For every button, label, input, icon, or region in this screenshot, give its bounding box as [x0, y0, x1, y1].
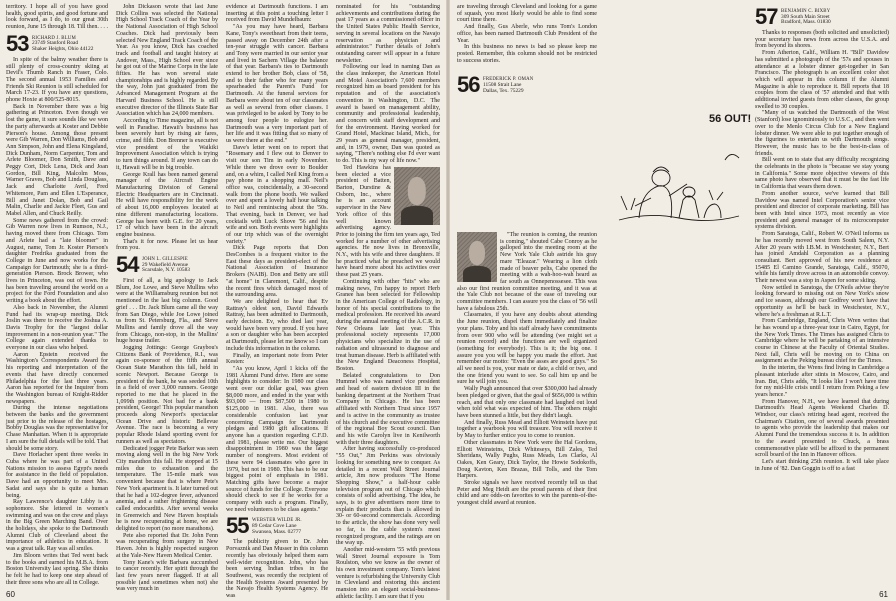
paragraph: "As you may have heard, Barbara Kane, Tony's sweetheart from their teens, passed away on December 24th after a ten-year struggle with cancer. Barbara and Tony were married in our senior year and lived in Sachem Village the balance of that year. Barbara's ties to Dartmouth extend to her brother Bob, class of '58, and to their father who for many years spearheaded the Parent's Fund for Dartmouth. At the funeral services for Barbara were about ten of our classmates as well as several from other classes. I was privileged to be asked by Tony to be among four people to eulogize her. Dartmouth was a very important part of her life and it was fitting that so many of us were there at the end." — [226, 24, 328, 145]
paragraph: After having successfully co-produced "55 Out," Jim Perkins was obviously looking for something new to conquer. As detailed in a recent Wall Street Journal article, Jim now produces "The Home Shopping Show," a half-hour cable television program out of Chicago which consists of solid advertising. The idea, he says, is to give advertisers more time to explain their products than is allowed in 30- or 60-second commercials. According to the article, the show has done very well so far, is the cable system's most recognized program, and the ratings are on the way up. — [336, 446, 440, 547]
paragraph: Jim Bloom writes that Ted went back to the books and earned his M.B.A. from Boston University last spring. She thinks he felt he had to keep one step ahead of their three sons who are all in College. — [6, 552, 108, 586]
page-number: 61 — [879, 590, 888, 599]
paragraph: That's it for now. Please let us hear from you. — [116, 238, 218, 252]
paragraph: Ted Hawkins has been elected a vice president of Batten, Barton, Durstine & Osborn, Inc., where he is an account supervisor in the New York office of this well known advertising agency. Prior to joining the firm ten years ago, Ted worked for a number of other advertising agencies. He now lives in Bronxville, N.Y., with his wife and three daughters. If he practiced what he preached we would have heard more about his activities over these past 25 years. — [336, 164, 440, 279]
paragraph: From Atherton, Calif., William H. "Bill" Davidow has submitted a photograph of the '57s and spouses in attendance at a lobster dinner get-together in San Francisco. The photograph is an excellent color shot which will appear in this column if the Alumni Magazine is able to reproduce it. Bill reports that 18 couples from the class of '57 attended and that with additional invited guests from other classes, the group swelled to 30 couples. — [755, 50, 889, 110]
paragraph: Dave's letter went on to report that "Rosemary and I flew out to Denver to visit our son Tim in early November. While there we drove over to Boulder and, on a whim, I called Neil King from a pay phone in a shopping mall. Neil's office was, coincidentally, a 30-second walk from the phone booth. We walked over and spent a lovely half hour talking to Neil and reminiscing about the '50s. That evening, back in Denver, we had cocktails with Luck Shove '56 and his wife and son. Both events were highlights of our trip which was of the overnight variety." — [226, 144, 328, 245]
paragraph: We are delighted to hear that Ev Rattray's oldest son, David Edwards Rattray, has been admitted to Dartmouth, early decision. Ev, who died last year, would have been very proud. If you have a son or daughter who has been accepted at Dartmouth, please let me know so I can include this information in the column. — [226, 298, 328, 352]
paragraph: First of all, a big apology to Jack Blum, Joe Lowe, and Steve Mullins who were at the Williamsburg reunion but not mentioned in the last big column. Good grief . . . Dr. Jack Blum came all the way from San Diego, while Joe Lowe joined us from St. Petersburg, Fla., and Steve Mullins and family drove all the way from Chicago, non-stop, in the Mullins' huge house trailer. — [116, 278, 218, 345]
class-correspondent: FREDERICK P. OMAN 11508 Strait Lane Dallas, Tex. 75229 — [483, 77, 534, 94]
paragraph: nominated for his "outstanding achievements and contributions during the past 17 years as a commissioned officer in the United States Public Health Service, serving in several locations on the Navajo reservation as physician and administrator." Further details of John's outstanding career will appear in a future newsletter. — [336, 4, 440, 64]
cartoon-illustration — [609, 100, 752, 232]
paragraph: From Saratoga, Calif., Robert W. O'Neil informs us he has recently moved west from South Salem, N.Y. After 20 years with I.B.M. in Westchester, N.Y., Bert has joined Amdahl Corporation as a planning consultant. Bert approved of his new residence at 15485 El Camino Grande, Saratoga, Calif., 95070, while his family drove across in an automobile convoy. Their newest was a stop in Aspen for some skiing. — [755, 231, 889, 285]
paragraph: evidence at Dartmouth functions. I am inserting at this point a touching letter I received from David Mundelbaum: — [226, 4, 328, 24]
cartoon-drawing — [609, 100, 752, 232]
paragraph: Following our lead in naming Dan as the class innkeeper, the American Hotel and Motel Association's 7,600 members recognized him as board president for his reputation and of the association's convention in Washington, D.C. The award is based on management ability, community and professional leadership, and concern with staff development and for the environment. Having worked for Grand Hotel, Mackinac Island, Mich., for 29 years as general manager, president, and, in 1979, owner, Dan was quoted as saying, "There's nothing else I'd ever want to do. This is my way of life now." — [336, 64, 440, 165]
class-number: 53 — [6, 30, 29, 56]
paragraph: John Dickason wrote that last June Dick Collins was selected the National High School Track Coach of the Year by the National Association of High School Coaches. Dick had previously been selected New England Track Coach of the Year. As you know, Dick has coached track and football and taught history at Andover, Mass., High School ever since he got out of the Marine Corps in the late fifties. He has won several state championships and is highly regarded. By the way, John just graduated from the Advanced Management Program at the Harvard Business School. He is still executive director of the Illinois State Bar Association which has 24,000 members. — [116, 4, 218, 118]
column-2 — [116, 4, 218, 593]
paragraph: Bill went on to state that any difficulty recognizing the celebrants in the photo is "because we stay young in California." Some more objective viewers of this same photo have observed that it must be the fast life in California that wears them down. — [755, 157, 889, 191]
page-number: 60 — [6, 590, 15, 599]
class-heading-56 — [457, 72, 597, 98]
paragraph: Stroke signals we have received recently tell us that Peter and Meg Heidt are the proud parents of their first child and are odds-on favorites to win the parents-of-the-youngest child award at reunion. — [457, 480, 597, 507]
paragraph: And finally, Gus Aberle, who runs Tom's London office, has been named Dartmouth Club President of the Year. — [457, 24, 597, 44]
paragraph: From another source, we've learned that Bill Davidow was named Intel Corporation's senior vice president and director of corporate marketing. Bill has been with Intel since 1973, most recently as vice president and general manager of its microcomputer systems division. — [755, 190, 889, 231]
right-page — [449, 0, 896, 600]
class-number: 55 — [226, 513, 249, 539]
cartoon-caption: 56 OUT! — [709, 113, 752, 125]
paragraph: Belated congratulations to Don Hummel who was named vice president and head of eastern division III in the banking department at the Northern Trust Company in Chicago. He has been affiliated with Northern Trust since 1957 and is active in the community as trustee of his church and the executive committee of the regional Boy Scout council. Dan and his wife Carolyn live in Kenilworth with their three daughters. — [336, 372, 440, 446]
column-2-top — [605, 4, 745, 100]
paragraph: Dave Horlacher spent three weeks in Cuba where he was part of a United Nations mission to assess Egypt's needs for assistance in the field of population. Dave had an opportunity to meet Mrs. Sadat and says she is quite a human being. — [6, 452, 108, 499]
paragraph: Wally Pugh announced that over $300,000 had already been pledged or given, that the goal of $656,000 is within reach, and that only one classmate had laughed out loud when told what was expected of him. The others might have been stunned a little, but they didn't laugh. — [457, 386, 597, 419]
column-4 — [336, 4, 440, 600]
class-heading-54 — [116, 252, 218, 278]
paragraph: During the intense negotiations between the banks and the government just prior to the release of the hostages, Bobby Douglas was the representative for Chase Manhattan. When it is appropriate I am sure the full details will be told. That should be some story. — [6, 405, 108, 452]
portrait-photo — [457, 232, 497, 282]
paragraph: "Many of us watched the Dartmouth of the West (Stanford) lose ignominiously to U.S.C., and then went over to the Menlo Circus Club for a New England lobster dinner. We were able to put together enough of the figurines to entertain us with Dartmouth songs. However, the music has to be the best-in-class of friends. — [755, 110, 889, 157]
column-1-bottom — [457, 232, 597, 592]
paragraph: From Hanover, N.H., we have learned that during Dartmouth's Head Agents Weekend Charles D. Windsor, our class's retiring head agent, received the Chairman's Citation, one of several awards presented to agents who provide the leadership that makes our Alumni Fund the tremendous success it is. In addition to the award presented to Chuck, a brass commemorative plate will be affixed to the permanent scroll board of the Inn in Hanover offices. — [755, 398, 889, 459]
class-correspondent: JOHN L. GILLESPIE 29 Wakefield Avenue Scarsdale, N.Y. 10583 — [142, 257, 190, 274]
paragraph: Also back in November, the Alumni Fund had its wrap-up meeting. Dick Joslin was there to receive the Joshua A. Davis Trophy for the "largest dollar improvement in a non-reunion year." The College again extended thanks to everyone in our class who helped. — [6, 304, 108, 352]
class-correspondent: BENJAMIN C. BIXBY 309 South Main Street Bradford, Mass. 01830 — [781, 9, 831, 26]
paragraph: According to Time magazine, all is not well in Paradise. Hawaii's business has been severely hurt by rising air fares, crime, and filth. Don Brenner is executive vice president of the Waikiki Improvement Association which is trying to turn things around. If any town can do it, Hawaii will be in big trouble. — [116, 117, 218, 171]
class-number: 54 — [116, 252, 139, 278]
paragraph: Thanks to responses (both solicited and unsolicited) your secretary has news from across the U.S.A. and from beyond its shores. — [755, 30, 889, 50]
column-1-top — [457, 4, 597, 228]
paragraph: George Krall has been named general manager of the Aircraft Engine Manufacturing Division of General Electric Headquarters are in Cincinnati. He will have responsibility for the work of about 16,000 employees located at nine different manufacturing locations. George has been with G.E. for 20 years, 17 of which have been in the aircraft engine business. — [116, 171, 218, 238]
paragraph: Pete also reported that Dr. John Fenn was recuperating from surgery in New Haven. John is highly respected surgeon at the Yale-New Haven Medical Center. — [116, 532, 218, 559]
paragraph: Finally, an important note from Peter Kesten: — [226, 352, 328, 366]
paragraph: Continuing with other "hits" who are making news, I'm happy to report Herb Granee has been selected for Fellowship in the American College of Radiology, in honor of his special contributions to the medical profession. He received his award during the annual meeting of the A.C.R. in New Orleans late last year. This professional society represents 17,000 physicians who specialize in the use of radiation and ultrasound to diagnose and treat human disease. Herb is affiliated with the New England Deaconess Hospital, Boston. — [336, 278, 440, 372]
paragraph: are traveling through Cleveland and looking for a game of squash, you most likely would be able to find some court time there. — [457, 4, 597, 24]
left-page — [0, 0, 447, 600]
paragraph: The publicity given to Dr. John Porvaznik and Dan Musser in this column recently has obviously helped them earn well-wider recognition. John, who has been serving Indian tribes in the Southwest, was recently the recipient of the Health Systems Award presented by the Navajo Health Systems Agency. He was — [226, 539, 328, 600]
class-number: 56 — [457, 72, 480, 98]
paragraph: Tony Kane's wife Barbara succumbed to cancer recently. Her spirit through the last few years never flagged. If at all possible (and sometimes when not) she was very much in — [116, 559, 218, 593]
paragraph: territory. I hope all of you have good health, good spirits, and good fortune and look forward, as I do, to our great 30th reunion, June 15 through 18. Till then. . . . — [6, 4, 108, 31]
paragraph: Other classmates in New York were the Hal Gordons, Elliott Weinsteins, Dick Whiteseys, Bill Zales, Ted Sheridans, Wally Pughs, Russ Meads, Les Clarks, Al Oakes, Ken Geary, Dick Taylor, the Howie Sodokoffs, Doug Kavton, Ken Brazas, Bill Tolls, and the Tom Harpers. — [457, 439, 597, 480]
paragraph: In spite of the balmy weather there is still plenty of cross-country skiing at Devil's Thumb Ranch in Fraser, Colo. The second annual 1953 Families and Friends Ski Reunion is still scheduled for March 17-23. If you have any questions, phone Hoxie at 800/525-8015. — [6, 56, 108, 104]
paragraph: Back in November there was a big gathering at Princeton. Even though we lost the game, it sure sounds like we won the party afterwards at Koster and Debbie Pierson's house. Among those present were Gib Warren, Don Williams, Bob and Ann Simpson, John and Elena Kingsland, Dick Dunham, Norm Carpenter, Tom and Arlete Bloomer, Don Smith, Dave and Peggy Cort, Dick Lena, Dick and Joan Gordon, Bill King, Malcolm Moss, Warner Graves, Bob and Linda Douglass, Jack and Charlotte Avril, Fred Whitemore, Pam and Ellen L'Esperance, Bill and Janet Dolan, Bob and Gail Malin, Charlie and Jackie Fleet, Gus and Mabel Allen, and Chuck Reilly. — [6, 103, 108, 217]
paragraph: Some news gathered from the crowd: Gib Warren now lives in Rumson, N.J., having moved there from Chicago. Tom and Arlete had a "late bloomer" in August, name, Tom Jr. Koster Pierson's daughter Fredrika graduated from the College in June and now works for the Campaign for Dartmouth; she is a third-generation Pierson. Brock Brower, who lives in Princeton, was out of town. He has been traveling around the world on a project for the Ford Foundation and also writing a book about the effort. — [6, 217, 108, 305]
class-heading-57 — [755, 4, 889, 29]
paragraph: Jogging Jottings: George Graybou's Citizens Bank of Providence, R.I., was again co-sponsor of the fifth annual Ocean State Marathon this fall, held in scenic Newport. Because George is president of the bank, he was seeded 10th in a field of over 3,000 runners. George reported to me that he placed in the 1,099th position. Not bad for a bank president, George! This popular marathon proceeds along Newport's spectacular Ocean Drive and historic Bellevue Avenue. The race is becoming a very popular Rhode Island sporting event for runners as well as spectators. — [116, 345, 218, 445]
paragraph: And finally, Russ Mead and Elliott Weinstein have put together a yearbook you will treasure. You will receive it by May to further entice you to come to reunion. — [457, 419, 597, 440]
paragraph: "As you know, April 1 kicks off the 1981 Alumni Fund drive. Here are some highlights to consider: In 1980 our class went over our dollar goal, was given $8,000 more, and ended in the year with $93,000 — from $87,500 in 1980 to $125,000 in 1981. Also, there was considerable confusion last year concerning Campaign for Dartmouth pledges and 1980 gift allocations. If anyone has a question regarding C.F.D. and 1981, please write me. Our biggest disappointment in 1980 was the large number of nongivers. Most evident of these were 94 classmates who gave in 1979, but not in 1980. This has to be our biggest point of emphasis in 1981. Matching gifts have become a major source of funds for the College. Everyone should check to see if he works for a company with such a program. Finally, we need volunteers to be class agents." — [226, 365, 328, 513]
paragraph: Dick Page reports that Don DesCombes is a frequent visitor to the East these days as president-elect of the National Association of Insurance Brokers (NAIB). Don and Betty are still "at home" in Claremont, Calif., despite the recent fires which damaged most of the surrounding area. — [226, 245, 328, 299]
paragraph: Ray Lawrence's daughter Libby is a sophomore. She lettered in women's swimming and was on the crew and plays in the Big Green Marching Band. Over the holidays, she spoke to the Dartmouth Alumni Club of Cleveland about the importance of athletics in education. It was a great talk. Ray was all smiles. — [6, 499, 108, 553]
class-number: 57 — [755, 4, 778, 29]
paragraph: In this business no news is bad so please keep me posted. Remember, this column should not be restricted to success stories. — [457, 44, 597, 64]
paragraph: Now settled in Saratoga, the O'Neils advise they're looking forward to missing out on New York's snow and ice season, although our Godfrey won't have that opportunity as he'll be back in Westchester, N.Y., where he's a freshman at R.L.T. — [755, 284, 889, 318]
class-correspondent: WEBSTER WILDE JR. 89 Cedar Cove Lane Swansea, Mass. 02777 — [252, 518, 302, 535]
paragraph: Let's start thinking 25th reunion. It will take place in June of '82. Dan Goggin is off to a fast — [755, 459, 889, 472]
paragraph: In the interim, the Wrens find living in Cambridge a pleasant interlude after stints in Moscow, Cairo, and Iran. But, Chris adds, "It looks like I won't have time for my mid-life crisis until I return from Peking a few years hence." — [755, 365, 889, 398]
paragraph: Dedicated jogger Pete Barker was seen moving along well in the big New York City marathon this fall. He stopped at 15 miles due to exhaustion and the temperature. The 15-mile mark was convenient because that is where Pete's New York apartment is. It later turned out that he had a 102-degree fever, advanced anemia, and a rather frightening disease called endocarditis. After several weeks in Greenwich and New Haven hospitals he is now recuperating at home, we are delighted to report (no more marathons). — [116, 445, 218, 533]
class-correspondent: RICHARD J. BLUM 23749 Stanford Road Shaker Heights, Ohio 44122 — [32, 35, 94, 52]
column-3 — [226, 4, 328, 600]
class-heading-55 — [226, 513, 328, 539]
paragraph: Aaron Epstein received the Washington's Correspondents Award for his reporting and interpretation of the events that have directly concerned Philadelphia for the last three years. Aaron has reported for the Inquirer from the Washington bureau of Knight-Ridder newspapers. — [6, 351, 108, 405]
paragraph: From Cambridge, England, Chris Wren writes that he has wound up a three-year tour in Cairo, Egypt, for the New York Times. The Times has assigned Chris to Cambridge where he will be partaking of an intensive course in Chinese at the Faculty of Oriental Studies. Next fall, Chris will be moving on to China on assignment as the Peking bureau chief for the Times. — [755, 318, 889, 365]
class-heading-53 — [6, 30, 108, 56]
column-1 — [6, 4, 108, 590]
column-3 — [755, 4, 889, 590]
paragraph: Another mid-western '55 with previous Wall Street Journal exposure is Tom Roulston, who we know as the owner of his own investment company. Tom's latest venture is refurbishing the University Club in Cleveland and restoring this ancient mansion into an elegant social-business-athletic facility. I am sure that if you — [336, 546, 440, 600]
paragraph: "The reunion is coming, the reunion is coming," shouted Cabe Conroy as he galloped into the meeting room at the New York Yale Club astride his gray mare "Eleazar." Wearing a lion cloth made of beaver pelts, Cabe opened the meeting with a wah-hoo-wah heard as far south as Onnepenossesee. This was also our first reunion committee meeting, and it was at the Yale Club not because of the ease of traveling our committee members. I can assure you the class of '56 will have a fabulous 25th. — [457, 232, 597, 312]
portrait-photo — [394, 167, 440, 225]
paragraph: Classmates, if you have any doubts about attending the June reunion, dispel them immediately and finalize your plans. Toby and his staff already have commitments from over 900 who will be attending (we might set a reunion record) and the functions are well organized (something for everybody). This is it; the big one. I assure you you will be happy you made the effort. Just remember our motto: "Even the asses are good guys." So all we need is you, your mate or date, a child or two, and the one friend you want to see. So call him up and be sure he will join you. — [457, 312, 597, 386]
